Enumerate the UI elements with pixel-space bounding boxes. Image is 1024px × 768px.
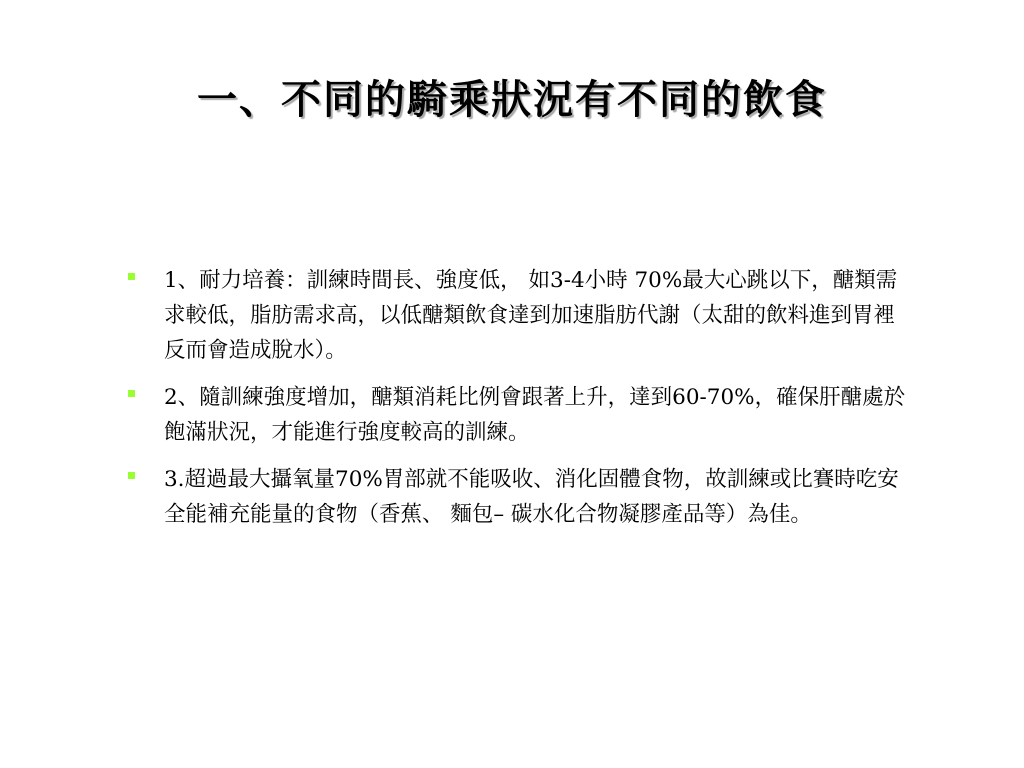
- square-bullet-icon: [128, 472, 135, 479]
- bullet-list: [120, 263, 910, 544]
- square-bullet-icon: [128, 273, 135, 280]
- bullet-text: 3.超過最大攝氧量70%胃部就不能吸收、消化固體食物，故訓練或比賽時吃安全能補充能量的食物（香蕉、 麵包– 碳水化合物凝膠產品等）為佳。: [164, 467, 899, 527]
- bullet-text: 2、隨訓練強度增加，醣類消耗比例會跟著上升，達到60-70%，確保肝醣處於飽滿狀況，才能進行強度較高的訓練。: [164, 385, 906, 445]
- square-bullet-icon: [128, 390, 135, 397]
- bullet-item-vo2max: [120, 462, 910, 532]
- bullet-item-endurance: [120, 263, 910, 368]
- bullet-text: 1、耐力培養：訓練時間長、強度低， 如3-4小時 70%最大心跳以下，醣類需求較低，脂肪需求高，以低醣類飲食達到加速脂肪代謝（太甜的飲料進到胃裡反而會造成脫水）。: [164, 268, 898, 363]
- slide-title: 一、不同的騎乘狀況有不同的飲食: [197, 76, 827, 123]
- bullet-item-intensity: [120, 380, 910, 450]
